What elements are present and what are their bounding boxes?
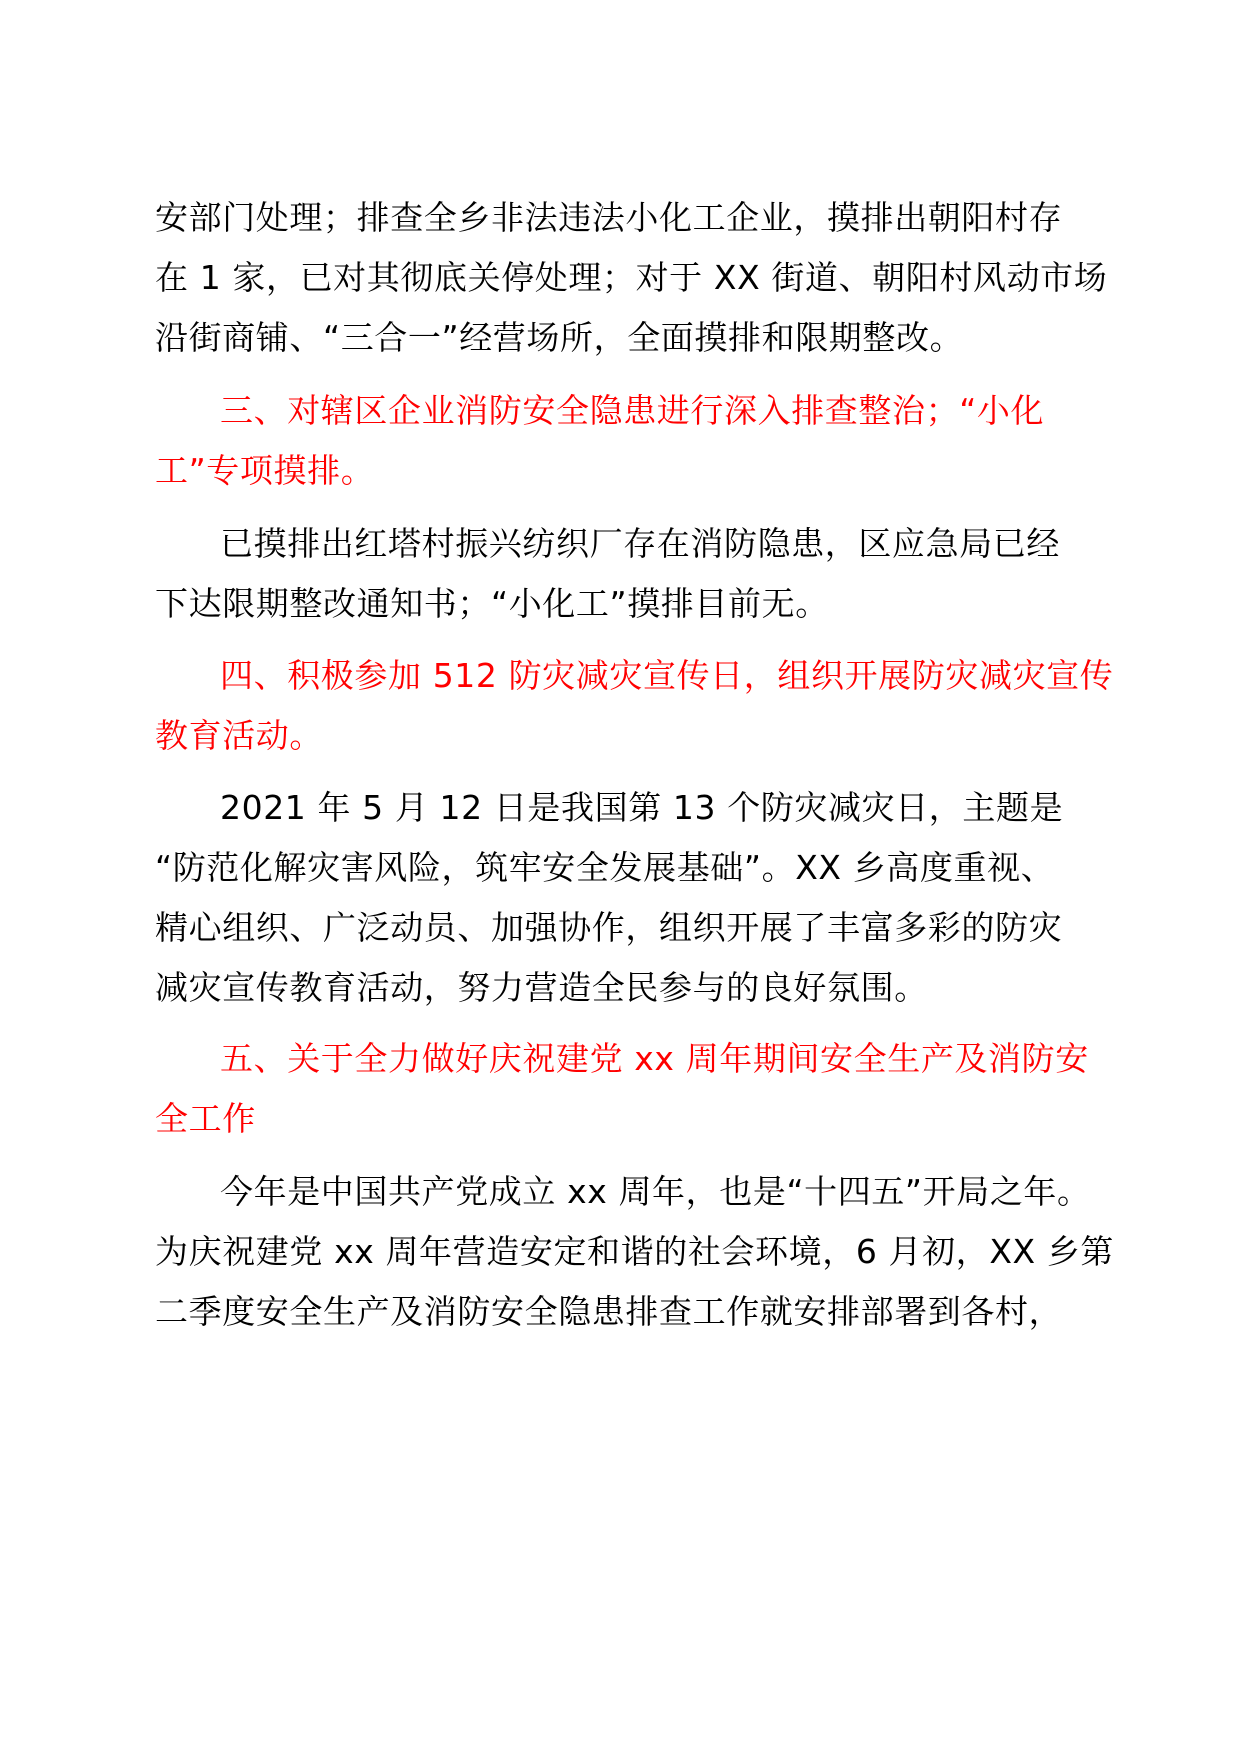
body-line: 沿街商铺、“三合一”经营场所，全面摸排和限期整改。 <box>155 318 964 357</box>
body-line: 今年是中国共产党成立 xx 周年，也是“十四五”开局之年。 <box>220 1172 1091 1211</box>
body-line: 减灾宣传教育活动，努力营造全民参与的良好氛围。 <box>155 968 928 1007</box>
body-line: 下达限期整改通知书；“小化工”摸排目前无。 <box>155 584 829 623</box>
section-heading-5: 五、关于全力做好庆祝建党 xx 周年期间安全生产及消防安 <box>220 1039 1089 1078</box>
body-line: 安部门处理；排查全乡非法违法小化工企业，摸排出朝阳村存 <box>155 198 1063 237</box>
body-line: 精心组织、广泛动员、加强协作，组织开展了丰富多彩的防灾 <box>155 908 1063 947</box>
body-line: 在 1 家，已对其彻底关停处理；对于 XX 街道、朝阳村风动市场 <box>155 258 1108 297</box>
body-line: 为庆祝建党 xx 周年营造安定和谐的社会环境，6 月初，XX 乡第 <box>155 1232 1115 1271</box>
section-heading-4: 四、积极参加 512 防灾减灾宣传日，组织开展防灾减灾宣传 <box>220 656 1114 695</box>
body-line: 二季度安全生产及消防安全隐患排查工作就安排部署到各村， <box>155 1292 1063 1331</box>
section-heading-3: 三、对辖区企业消防安全隐患进行深入排查整治；“小化 <box>220 391 1045 430</box>
section-heading-4-cont: 教育活动。 <box>155 716 323 755</box>
section-heading-3-cont: 工”专项摸排。 <box>155 451 375 490</box>
body-line: 2021 年 5 月 12 日是我国第 13 个防灾减灾日，主题是 <box>220 788 1064 827</box>
section-heading-5-cont: 全工作 <box>155 1099 256 1138</box>
body-line: “防范化解灾害风险，筑牢安全发展基础”。XX 乡高度重视、 <box>155 848 1055 887</box>
body-line: 已摸排出红塔村振兴纺织厂存在消防隐患，区应急局已经 <box>220 524 1060 563</box>
